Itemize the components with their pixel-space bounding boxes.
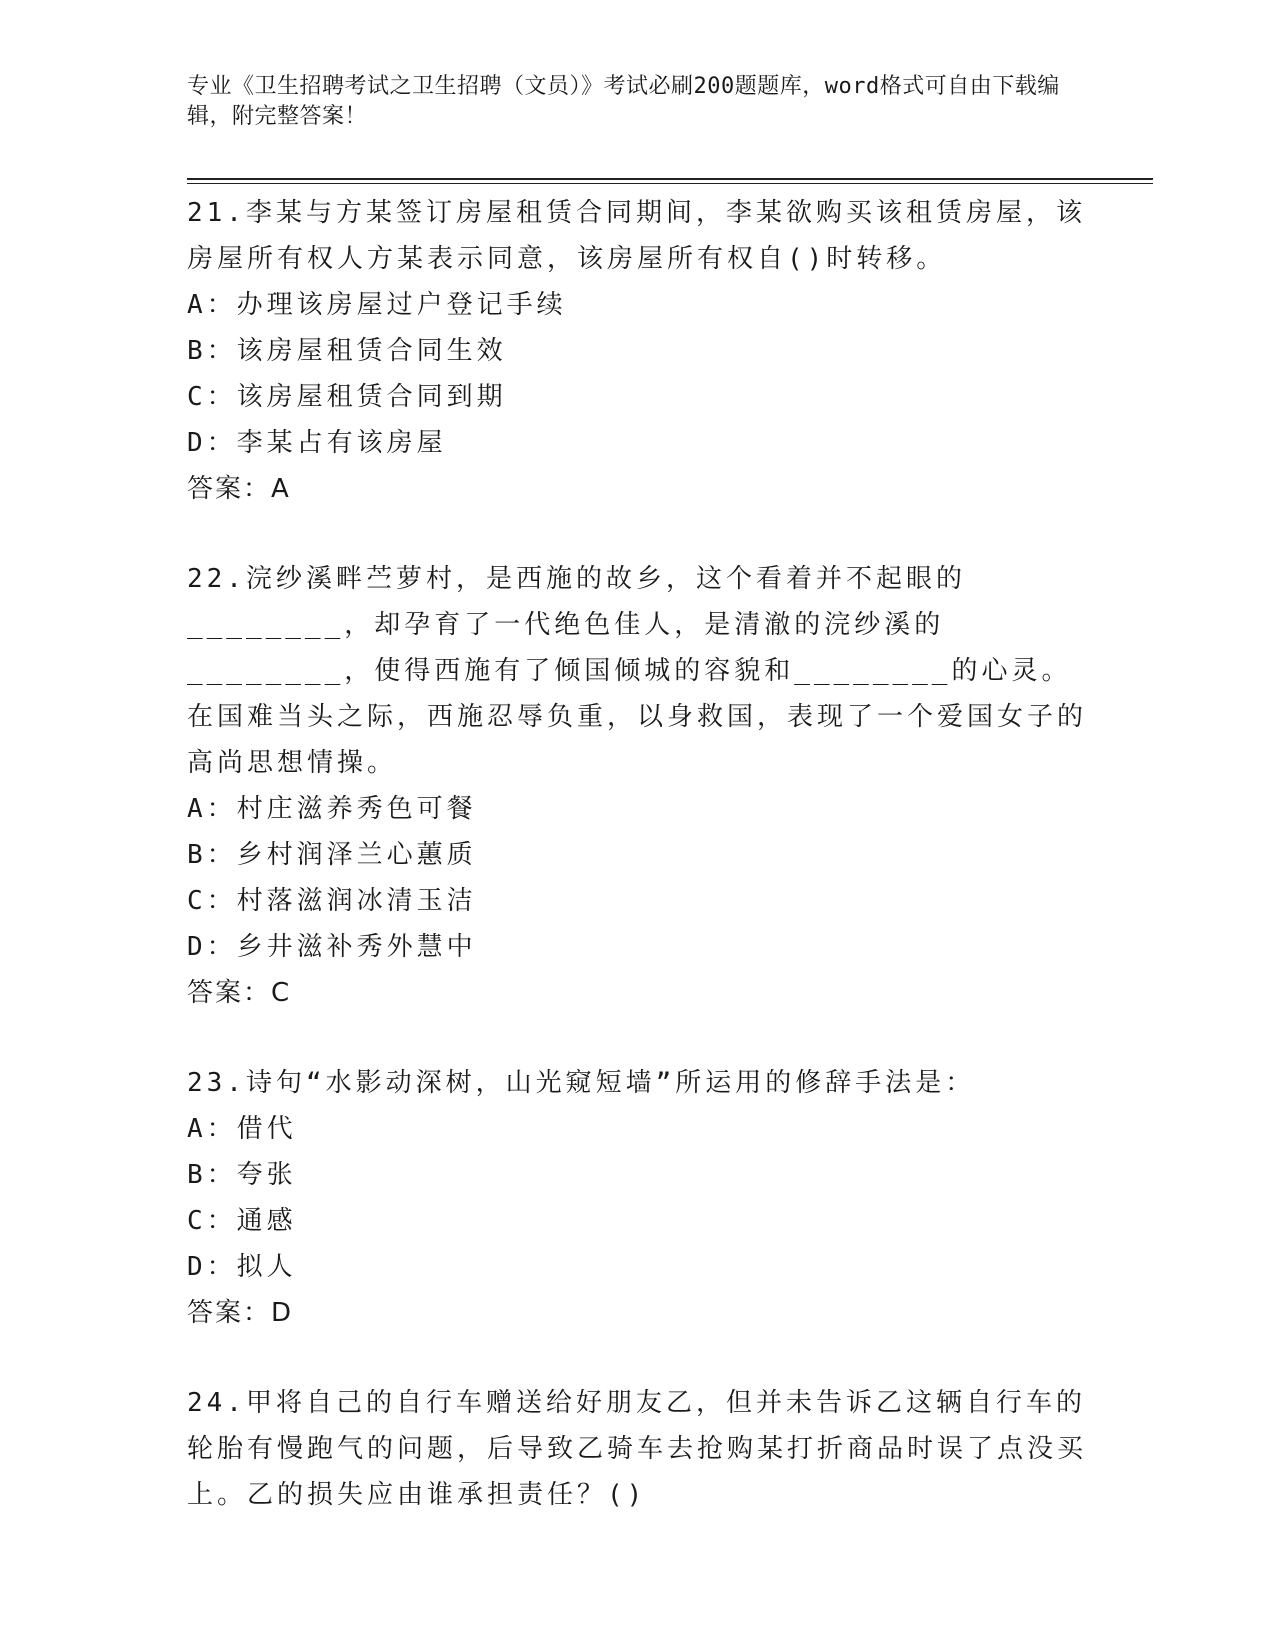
header-divider xyxy=(187,178,1153,184)
question-stem: 21.李某与方某签订房屋租赁合同期间，李某欲购买该租赁房屋，该房屋所有权人方某表示同意，该房屋所有权自()时转移。 xyxy=(187,198,1086,274)
question-21 xyxy=(187,190,1087,512)
answer: 答案：D xyxy=(187,1298,294,1328)
answer: 答案：A xyxy=(187,474,291,504)
option-c: C：村落滋润冰清玉洁 xyxy=(187,886,477,916)
option-b: B：该房屋租赁合同生效 xyxy=(187,336,507,366)
option-a: A：借代 xyxy=(187,1114,297,1144)
question-23 xyxy=(187,1060,1087,1336)
question-24 xyxy=(187,1380,1087,1518)
question-stem: 24.甲将自己的自行车赠送给好朋友乙，但并未告诉乙这辆自行车的轮胎有慢跑气的问题，后导致乙骑车去抢购某打折商品时误了点没买上。乙的损失应由谁承担责任？() xyxy=(187,1388,1088,1510)
option-b: B：夸张 xyxy=(187,1160,297,1190)
option-c: C：通感 xyxy=(187,1206,297,1236)
option-c: C：该房屋租赁合同到期 xyxy=(187,382,507,412)
question-stem: 23.诗句“水影动深树，山光窥短墙”所运用的修辞手法是： xyxy=(187,1068,976,1098)
option-a: A：办理该房屋过户登记手续 xyxy=(187,290,567,320)
option-b: B：乡村润泽兰心蕙质 xyxy=(187,840,477,870)
document-header: 专业《卫生招聘考试之卫生招聘（文员）》考试必刷200题题库，word格式可自由下载编辑，附完整答案！ xyxy=(187,74,1060,129)
option-d: D：李某占有该房屋 xyxy=(187,428,447,458)
option-d: D：拟人 xyxy=(187,1252,297,1282)
option-d: D：乡井滋补秀外慧中 xyxy=(187,932,477,962)
question-22 xyxy=(187,556,1087,1016)
question-list xyxy=(187,190,1087,1562)
question-stem: 22.浣纱溪畔苎萝村，是西施的故乡，这个看着并不起眼的________，却孕育了一代绝色佳人，是清澈的浣纱溪的________，使得西施有了倾国倾城的容貌和________的心灵。在国难当头之际，西施忍辱负重，以身救国，表现了一个爱国女子的高尚思想情操。 xyxy=(187,564,1088,778)
option-a: A：村庄滋养秀色可餐 xyxy=(187,794,477,824)
answer: 答案：C xyxy=(187,978,292,1008)
